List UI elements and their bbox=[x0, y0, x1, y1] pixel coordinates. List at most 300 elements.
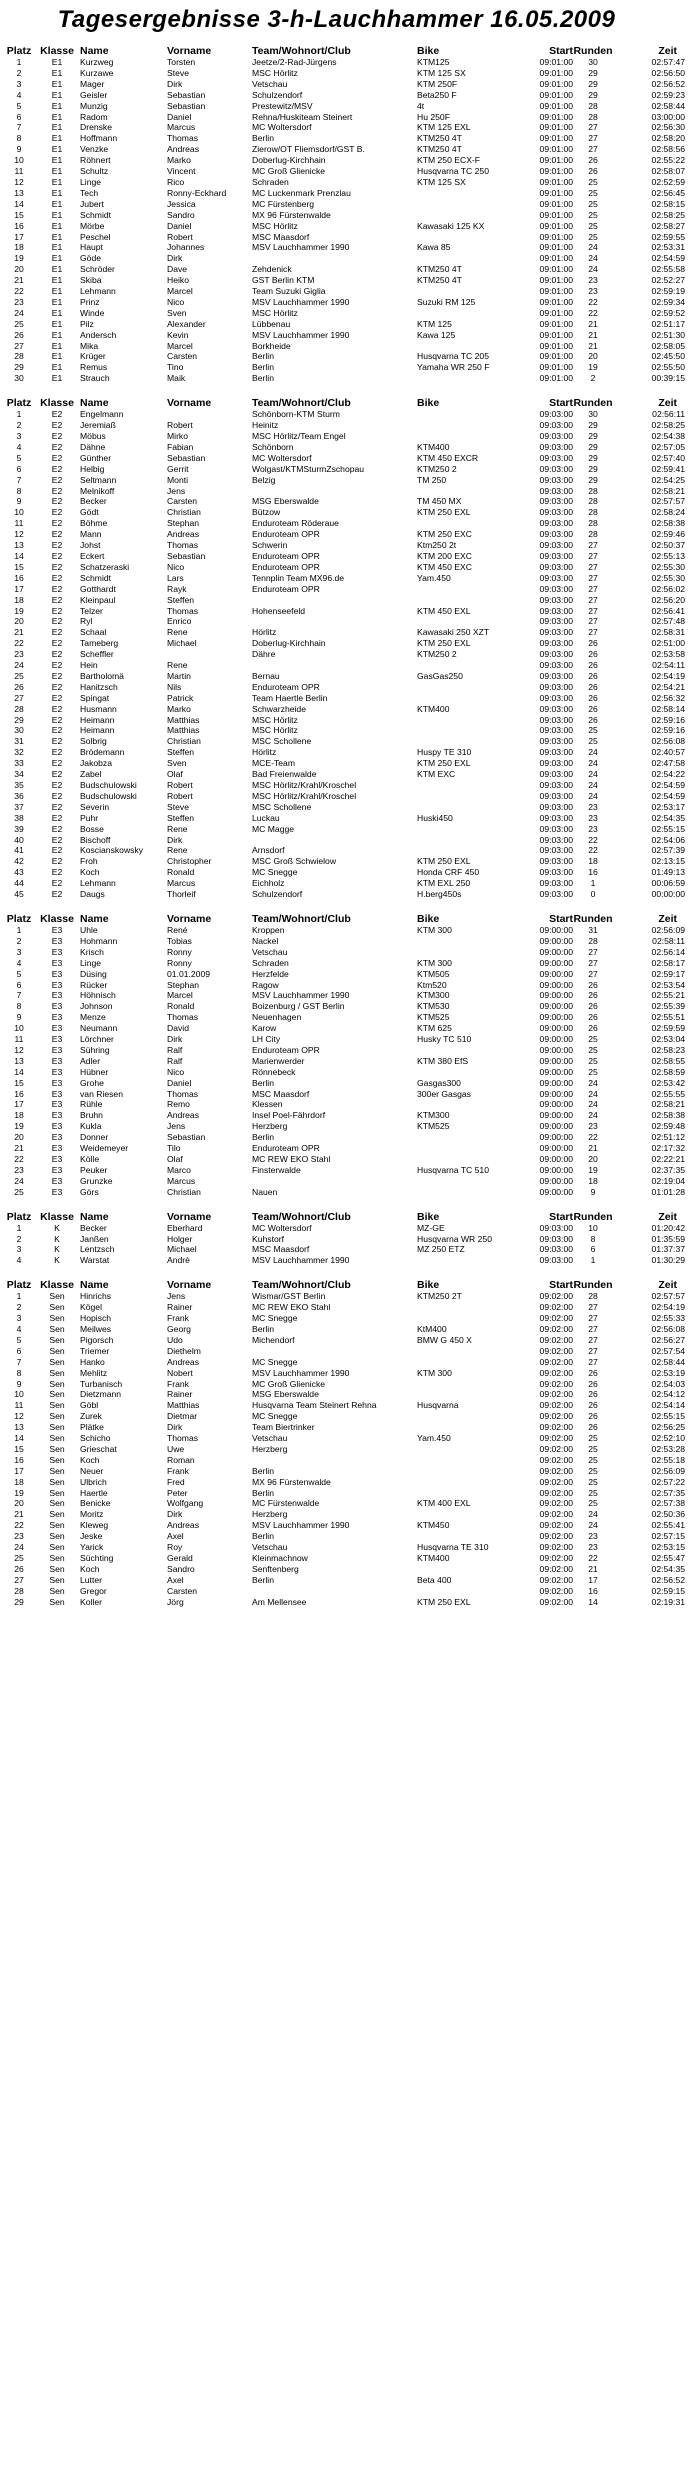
cell-klasse: E2 bbox=[51, 638, 63, 649]
cell-runden: 26 bbox=[588, 155, 598, 166]
cell-klasse: E2 bbox=[51, 441, 63, 452]
cell-zeit: 02:58:21 bbox=[651, 485, 685, 496]
cell-platz: 18 bbox=[14, 594, 24, 605]
cell-start: 09:03:00 bbox=[539, 889, 573, 900]
cell-platz: 27 bbox=[14, 1574, 24, 1585]
cell-zeit: 02:54:25 bbox=[651, 474, 685, 485]
table-row bbox=[0, 1176, 691, 1187]
cell-bike: Huspy TE 310 bbox=[417, 747, 472, 758]
cell-vorname: Mirko bbox=[167, 431, 189, 441]
cell-platz: 9 bbox=[16, 1012, 22, 1023]
cell-runden: 26 bbox=[588, 703, 598, 714]
table-row bbox=[0, 79, 691, 90]
table-row bbox=[0, 308, 691, 319]
cell-team bbox=[252, 835, 417, 846]
cell-platz: 27 bbox=[14, 692, 24, 703]
cell-bike bbox=[417, 682, 517, 693]
cell-start: 09:00:00 bbox=[539, 1012, 573, 1023]
cell-name: Radom bbox=[80, 111, 108, 122]
results-table bbox=[0, 1206, 691, 1267]
cell-zeit: 02:59:46 bbox=[651, 529, 685, 540]
table-row bbox=[0, 1400, 691, 1411]
cell-klasse: E3 bbox=[51, 1001, 63, 1012]
cell-platz: 17 bbox=[14, 583, 24, 594]
cell-klasse: E2 bbox=[51, 878, 63, 889]
table-header-row bbox=[0, 40, 691, 57]
column-header-zeit: Zeit bbox=[658, 45, 677, 57]
cell-zeit: 02:58:56 bbox=[651, 144, 685, 155]
cell-runden: 25 bbox=[588, 1498, 598, 1509]
cell-bike bbox=[417, 936, 517, 947]
column-header-team: Team/Wohnort/Club bbox=[252, 397, 351, 410]
cell-runden: 18 bbox=[588, 856, 598, 867]
table-row bbox=[0, 856, 691, 867]
cell-team: Herzberg bbox=[252, 1121, 288, 1132]
section-gap bbox=[0, 1198, 673, 1206]
cell-name: Mager bbox=[80, 78, 105, 89]
cell-klasse: E2 bbox=[51, 670, 63, 681]
cell-name: Kleinpaul bbox=[80, 594, 116, 605]
cell-vorname: Rene bbox=[167, 660, 188, 671]
table-row bbox=[0, 1099, 691, 1110]
table-row bbox=[0, 715, 691, 726]
cell-bike: KTM 450 EXL bbox=[417, 605, 471, 616]
cell-platz: 6 bbox=[16, 111, 22, 122]
cell-vorname: Gerald bbox=[167, 1553, 193, 1563]
cell-klasse: E2 bbox=[51, 518, 63, 529]
cell-zeit: 01:30:29 bbox=[651, 1255, 685, 1266]
cell-name: Koller bbox=[80, 1596, 102, 1607]
cell-runden: 25 bbox=[588, 1044, 598, 1055]
table-row bbox=[0, 1001, 691, 1012]
table-row bbox=[0, 1357, 691, 1368]
cell-bike bbox=[417, 1477, 517, 1488]
cell-klasse: E2 bbox=[51, 485, 63, 496]
cell-runden: 26 bbox=[588, 979, 598, 990]
table-row bbox=[0, 1302, 691, 1313]
cell-bike bbox=[417, 286, 517, 297]
cell-vorname: Marcus bbox=[167, 1175, 196, 1186]
cell-zeit: 02:59:52 bbox=[651, 307, 685, 318]
cell-klasse: E2 bbox=[51, 540, 63, 551]
cell-team: Marienwerder bbox=[252, 1055, 305, 1066]
cell-klasse: E3 bbox=[51, 968, 63, 979]
cell-zeit: 02:53:42 bbox=[651, 1077, 685, 1088]
cell-klasse: E1 bbox=[51, 57, 63, 67]
cell-runden: 25 bbox=[588, 198, 598, 209]
table-row bbox=[0, 878, 691, 889]
cell-team: Enduroteam OPR bbox=[252, 1143, 320, 1154]
cell-zeit: 02:56:20 bbox=[651, 594, 685, 605]
cell-klasse: E3 bbox=[51, 1132, 63, 1143]
cell-klasse: E3 bbox=[51, 1186, 63, 1197]
cell-klasse: E2 bbox=[51, 834, 63, 845]
column-header-name: Name bbox=[80, 1210, 109, 1223]
table-row bbox=[0, 188, 691, 199]
cell-team: Vetschau bbox=[252, 1542, 288, 1553]
cell-name: Möbus bbox=[80, 431, 106, 441]
cell-vorname: Sebastian bbox=[167, 550, 206, 561]
cell-name: Koch bbox=[80, 867, 100, 878]
cell-start: 09:00:00 bbox=[539, 979, 573, 990]
cell-runden: 24 bbox=[588, 1520, 598, 1531]
cell-zeit: 02:37:35 bbox=[651, 1164, 685, 1175]
cell-bike bbox=[417, 1444, 517, 1455]
cell-klasse: Sen bbox=[49, 1476, 65, 1487]
table-row bbox=[0, 958, 691, 969]
cell-start: 09:00:00 bbox=[539, 968, 573, 979]
cell-team: Enduroteam OPR bbox=[252, 583, 320, 594]
table-row bbox=[0, 1520, 691, 1531]
cell-start: 09:00:00 bbox=[539, 1154, 573, 1164]
cell-team: Hohenseefeld bbox=[252, 605, 306, 616]
cell-platz: 2 bbox=[16, 1302, 22, 1313]
cell-team: MC Woltersdorf bbox=[252, 452, 312, 463]
cell-zeit: 02:56:32 bbox=[651, 692, 685, 703]
cell-bike bbox=[417, 253, 517, 264]
cell-zeit: 02:54:59 bbox=[651, 790, 685, 801]
cell-start: 09:03:00 bbox=[539, 616, 573, 627]
cell-bike: KTM 250 EXL bbox=[417, 856, 471, 867]
cell-runden: 6 bbox=[590, 1244, 596, 1255]
table-row bbox=[0, 1498, 691, 1509]
cell-start: 09:01:00 bbox=[539, 275, 573, 286]
cell-vorname: Ronny bbox=[167, 957, 192, 968]
cell-vorname: Axel bbox=[167, 1531, 184, 1542]
cell-name: Jubert bbox=[80, 198, 104, 209]
column-header-runden: Runden bbox=[573, 1279, 613, 1292]
cell-runden: 27 bbox=[588, 1356, 598, 1367]
cell-platz: 16 bbox=[14, 220, 24, 231]
table-row bbox=[0, 638, 691, 649]
cell-name: Jeremiaß bbox=[80, 420, 116, 431]
cell-klasse: E2 bbox=[51, 845, 63, 856]
cell-klasse: E1 bbox=[51, 318, 63, 329]
cell-zeit: 02:56:02 bbox=[651, 583, 685, 594]
cell-platz: 26 bbox=[14, 681, 24, 692]
column-header-klasse: Klasse bbox=[40, 912, 74, 925]
cell-zeit: 02:54:35 bbox=[651, 1563, 685, 1574]
cell-bike: KTM 400 EXL bbox=[417, 1498, 471, 1509]
cell-vorname: Robert bbox=[167, 231, 193, 242]
cell-platz: 1 bbox=[16, 924, 22, 935]
cell-name: Sühring bbox=[80, 1044, 110, 1055]
cell-zeit: 02:13:15 bbox=[651, 856, 685, 867]
cell-vorname: Steffen bbox=[167, 747, 195, 758]
cell-name: Höhnisch bbox=[80, 990, 116, 1001]
cell-vorname: Steve bbox=[167, 801, 189, 812]
cell-runden: 26 bbox=[588, 1389, 598, 1400]
cell-zeit: 02:59:59 bbox=[651, 1023, 685, 1034]
cell-bike bbox=[417, 431, 517, 442]
cell-start: 09:02:00 bbox=[539, 1520, 573, 1531]
cell-runden: 27 bbox=[588, 594, 598, 605]
cell-zeit: 01:01:28 bbox=[651, 1186, 685, 1197]
cell-platz: 37 bbox=[14, 801, 24, 812]
table-row bbox=[0, 725, 691, 736]
cell-vorname: Tino bbox=[167, 362, 184, 373]
cell-bike: KTM250 4T bbox=[417, 133, 462, 144]
cell-vorname: Udo bbox=[167, 1334, 183, 1345]
cell-klasse: E2 bbox=[51, 801, 63, 812]
cell-start: 09:01:00 bbox=[539, 231, 573, 242]
cell-runden: 19 bbox=[588, 1164, 598, 1175]
cell-start: 09:03:00 bbox=[539, 790, 573, 801]
cell-zeit: 02:56:27 bbox=[651, 1334, 685, 1345]
cell-start: 09:03:00 bbox=[539, 638, 573, 649]
cell-team: Nauen bbox=[252, 1186, 278, 1197]
cell-runden: 18 bbox=[588, 1175, 598, 1186]
cell-bike: GasGas250 bbox=[417, 670, 463, 681]
cell-runden: 26 bbox=[588, 670, 598, 681]
cell-name: Ulbrich bbox=[80, 1476, 107, 1487]
cell-platz: 17 bbox=[14, 231, 24, 242]
cell-runden: 24 bbox=[588, 790, 598, 801]
cell-klasse: E2 bbox=[51, 452, 63, 463]
cell-runden: 25 bbox=[588, 1476, 598, 1487]
cell-name: Schaal bbox=[80, 627, 107, 638]
cell-bike bbox=[417, 341, 517, 352]
cell-runden: 23 bbox=[588, 823, 598, 834]
cell-start: 09:03:00 bbox=[539, 747, 573, 758]
table-row bbox=[0, 758, 691, 769]
cell-platz: 8 bbox=[16, 485, 22, 496]
cell-name: Grieschat bbox=[80, 1443, 117, 1454]
cell-klasse: E2 bbox=[51, 474, 63, 485]
cell-team: Berlin bbox=[252, 362, 274, 373]
cell-klasse: E1 bbox=[51, 362, 63, 373]
cell-vorname: Carsten bbox=[167, 351, 198, 362]
cell-bike bbox=[417, 947, 517, 958]
cell-start: 09:03:00 bbox=[539, 496, 573, 507]
cell-name: Donner bbox=[80, 1132, 109, 1143]
table-row bbox=[0, 1335, 691, 1346]
table-row bbox=[0, 627, 691, 638]
cell-klasse: Sen bbox=[49, 1313, 65, 1324]
cell-team: Enduroteam Röderaue bbox=[252, 518, 339, 529]
cell-platz: 4 bbox=[16, 957, 22, 968]
cell-platz: 14 bbox=[14, 198, 24, 209]
cell-name: Hanko bbox=[80, 1356, 105, 1367]
cell-klasse: Sen bbox=[49, 1596, 65, 1607]
cell-platz: 19 bbox=[14, 605, 24, 616]
cell-start: 09:03:00 bbox=[539, 736, 573, 747]
cell-klasse: Sen bbox=[49, 1531, 65, 1542]
cell-bike bbox=[417, 780, 517, 791]
cell-platz: 4 bbox=[16, 1323, 22, 1334]
table-row bbox=[0, 1466, 691, 1477]
cell-team: MSV Lauchhammer 1990 bbox=[252, 1255, 350, 1266]
cell-klasse: Sen bbox=[49, 1574, 65, 1585]
column-header-zeit: Zeit bbox=[658, 1210, 677, 1223]
cell-bike bbox=[417, 210, 517, 221]
cell-bike bbox=[417, 1466, 517, 1477]
cell-bike bbox=[417, 1154, 517, 1165]
cell-start: 09:01:00 bbox=[539, 340, 573, 351]
cell-runden: 23 bbox=[588, 1121, 598, 1132]
cell-platz: 24 bbox=[14, 660, 24, 671]
cell-bike: Honda CRF 450 bbox=[417, 867, 480, 878]
cell-zeit: 02:59:34 bbox=[651, 296, 685, 307]
cell-team: Hörlitz bbox=[252, 747, 277, 758]
cell-vorname: Marcel bbox=[167, 340, 193, 351]
cell-platz: 19 bbox=[14, 253, 24, 264]
cell-klasse: Sen bbox=[49, 1563, 65, 1574]
cell-name: Adler bbox=[80, 1055, 101, 1066]
cell-team: Lübbenau bbox=[252, 318, 291, 329]
cell-runden: 25 bbox=[588, 209, 598, 220]
cell-zeit: 02:55:51 bbox=[651, 1012, 685, 1023]
cell-vorname: Andreas bbox=[167, 1520, 200, 1531]
cell-platz: 45 bbox=[14, 889, 24, 900]
cell-platz: 10 bbox=[14, 1389, 24, 1400]
column-header-vorname: Vorname bbox=[167, 1210, 212, 1223]
cell-zeit: 02:58:20 bbox=[651, 133, 685, 144]
cell-bike: KTM 300 bbox=[417, 1367, 452, 1378]
cell-runden: 24 bbox=[588, 758, 598, 769]
cell-klasse: E2 bbox=[51, 769, 63, 780]
column-header-start: Start bbox=[549, 45, 573, 57]
cell-team: Schulzendorf bbox=[252, 89, 303, 100]
cell-klasse: Sen bbox=[49, 1553, 65, 1563]
cell-bike: KTM 250 EXL bbox=[417, 1596, 471, 1607]
cell-klasse: E2 bbox=[51, 889, 63, 900]
cell-bike: Yam.450 bbox=[417, 1433, 451, 1444]
cell-platz: 2 bbox=[16, 935, 22, 946]
cell-zeit: 02:47:58 bbox=[651, 758, 685, 769]
cell-vorname: Sven bbox=[167, 758, 187, 769]
cell-name: Turbanisch bbox=[80, 1378, 123, 1389]
cell-start: 09:01:00 bbox=[539, 166, 573, 177]
cell-bike bbox=[417, 1143, 517, 1154]
cell-start: 09:03:00 bbox=[539, 1222, 573, 1233]
cell-vorname: Rene bbox=[167, 823, 188, 834]
cell-klasse: K bbox=[54, 1255, 60, 1266]
cell-runden: 28 bbox=[588, 518, 598, 529]
cell-start: 09:03:00 bbox=[539, 834, 573, 845]
cell-zeit: 02:56:14 bbox=[651, 946, 685, 957]
cell-start: 09:03:00 bbox=[539, 660, 573, 671]
cell-start: 09:02:00 bbox=[539, 1487, 573, 1498]
cell-vorname: Olaf bbox=[167, 1154, 183, 1164]
cell-bike bbox=[417, 1357, 517, 1368]
cell-team: MC Snegge bbox=[252, 1411, 298, 1422]
cell-team: MSC Hörlitz bbox=[252, 67, 298, 78]
cell-runden: 27 bbox=[588, 605, 598, 616]
cell-name: Yarick bbox=[80, 1542, 104, 1553]
cell-team: Doberlug-Kirchhain bbox=[252, 638, 326, 649]
cell-zeit: 02:54:14 bbox=[651, 1400, 685, 1411]
cell-bike: KTM 125 SX bbox=[417, 176, 466, 187]
cell-vorname: Roman bbox=[167, 1454, 195, 1465]
cell-platz: 34 bbox=[14, 769, 24, 780]
table-row bbox=[0, 980, 691, 991]
cell-klasse: E1 bbox=[51, 166, 63, 177]
cell-platz: 9 bbox=[16, 496, 22, 507]
cell-platz: 1 bbox=[16, 1291, 22, 1302]
cell-runden: 25 bbox=[588, 725, 598, 736]
cell-team: MX 96 Fürstenwalde bbox=[252, 209, 331, 220]
cell-zeit: 02:57:15 bbox=[651, 1531, 685, 1542]
cell-name: Geisler bbox=[80, 89, 108, 100]
cell-start: 09:02:00 bbox=[539, 1345, 573, 1356]
cell-zeit: 02:54:06 bbox=[651, 834, 685, 845]
cell-zeit: 02:52:59 bbox=[651, 176, 685, 187]
cell-platz: 20 bbox=[14, 616, 24, 627]
cell-klasse: E1 bbox=[51, 155, 63, 166]
table-row bbox=[0, 1422, 691, 1433]
cell-zeit: 02:52:10 bbox=[651, 1433, 685, 1444]
table-row bbox=[0, 464, 691, 475]
cell-klasse: E3 bbox=[51, 935, 63, 946]
cell-name: Johst bbox=[80, 540, 101, 551]
cell-start: 09:01:00 bbox=[539, 286, 573, 297]
cell-name: Koch bbox=[80, 1454, 100, 1465]
cell-vorname: Dirk bbox=[167, 1034, 183, 1045]
cell-start: 09:03:00 bbox=[539, 594, 573, 605]
cell-bike bbox=[417, 693, 517, 704]
table-row bbox=[0, 584, 691, 595]
cell-start: 09:01:00 bbox=[539, 89, 573, 100]
cell-bike: KtM400 bbox=[417, 1323, 447, 1334]
cell-name: Helbig bbox=[80, 463, 105, 474]
cell-name: van Riesen bbox=[80, 1088, 123, 1099]
cell-platz: 2 bbox=[16, 67, 22, 78]
cell-klasse: E1 bbox=[51, 67, 63, 78]
cell-zeit: 02:57:47 bbox=[651, 57, 685, 67]
cell-name: Andersch bbox=[80, 329, 117, 340]
table-row bbox=[0, 889, 691, 900]
cell-name: Becker bbox=[80, 1222, 107, 1233]
cell-klasse: E1 bbox=[51, 100, 63, 111]
table-header-row bbox=[0, 1206, 691, 1223]
cell-bike: KTM 125 SX bbox=[417, 67, 466, 78]
cell-bike: KTM EXC bbox=[417, 769, 456, 780]
cell-team: Enduroteam OPR bbox=[252, 529, 320, 540]
cell-vorname: Rainer bbox=[167, 1302, 193, 1313]
cell-start: 09:03:00 bbox=[539, 692, 573, 703]
cell-team: GST Berlin KTM bbox=[252, 275, 315, 286]
cell-zeit: 02:54:11 bbox=[652, 660, 685, 671]
cell-vorname: Heiko bbox=[167, 275, 189, 286]
cell-start: 09:03:00 bbox=[539, 681, 573, 692]
cell-name: Kukla bbox=[80, 1121, 102, 1132]
cell-klasse: E3 bbox=[51, 1121, 63, 1132]
section-gap bbox=[0, 384, 673, 392]
cell-zeit: 02:54:38 bbox=[651, 431, 685, 441]
table-row bbox=[0, 1132, 691, 1143]
table-row bbox=[0, 68, 691, 79]
cell-klasse: Sen bbox=[49, 1389, 65, 1400]
cell-vorname: Ronny-Eckhard bbox=[167, 187, 227, 198]
cell-runden: 26 bbox=[588, 1001, 598, 1012]
cell-start: 09:00:00 bbox=[539, 1121, 573, 1132]
cell-vorname: Frank bbox=[167, 1313, 189, 1324]
cell-start: 09:03:00 bbox=[539, 605, 573, 616]
cell-platz: 11 bbox=[14, 166, 24, 177]
cell-start: 09:03:00 bbox=[539, 485, 573, 496]
cell-runden: 26 bbox=[588, 1378, 598, 1389]
cell-name: Kölle bbox=[80, 1154, 100, 1164]
cell-platz: 6 bbox=[16, 979, 22, 990]
cell-team: Herzberg bbox=[252, 1443, 288, 1454]
results-table bbox=[0, 1274, 691, 1607]
cell-vorname: Enrico bbox=[167, 616, 192, 627]
cell-zeit: 02:50:37 bbox=[651, 540, 685, 551]
table-row bbox=[0, 1223, 691, 1234]
cell-runden: 23 bbox=[588, 275, 598, 286]
cell-team bbox=[252, 1455, 417, 1466]
